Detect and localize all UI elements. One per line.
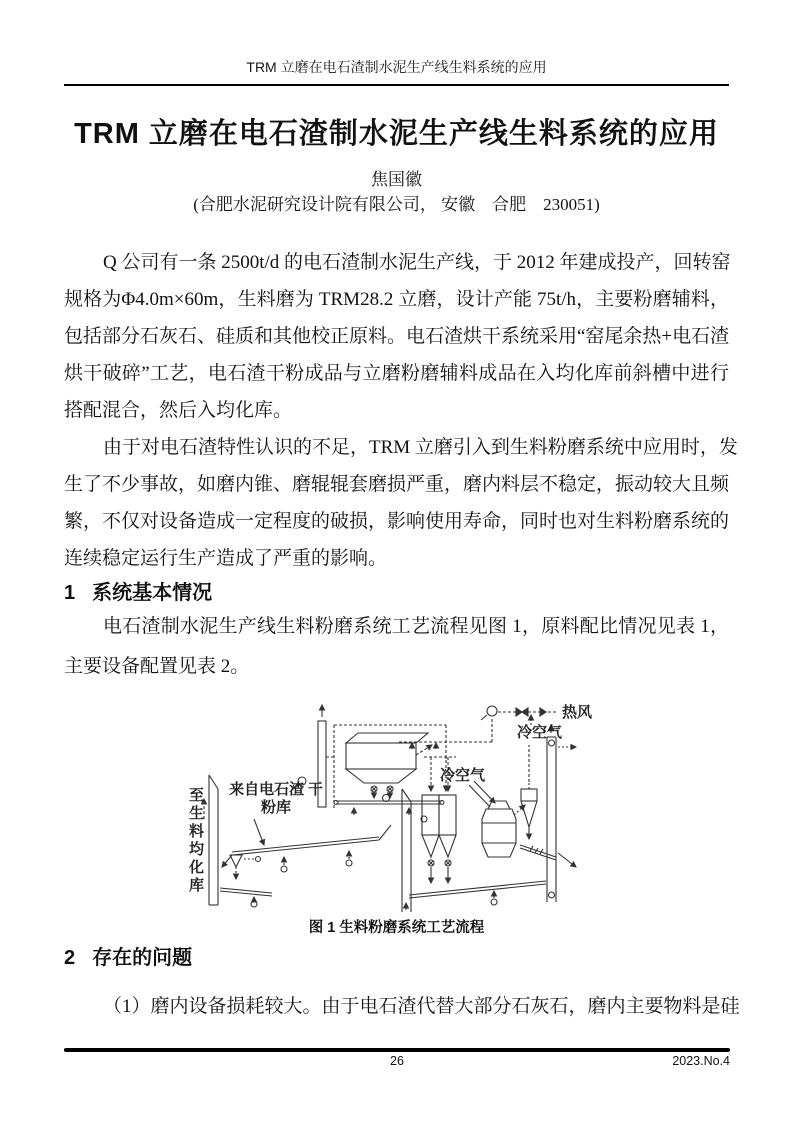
paragraph-4 xyxy=(64,988,740,1025)
section-heading-1 xyxy=(64,579,729,607)
page-footer xyxy=(64,1048,730,1074)
text-line: 由于对电石渣特性认识的不足，TRM 立磨引入到生料粉磨系统中应用时，发 xyxy=(103,437,738,458)
article-title: TRM 立磨在电石渣制水泥生产线生料系统的应用 xyxy=(74,118,719,150)
footer-divider xyxy=(64,1048,730,1052)
paragraph-3 xyxy=(64,607,729,687)
figure-label-cold-air-lower: 冷空气 xyxy=(440,768,486,784)
text-line: 连续稳定运行生产造成了严重的影响。 xyxy=(64,548,388,569)
text-line: （1）磨内设备损耗较大。由于电石渣代替大部分石灰石，磨内主要物料是硅 xyxy=(103,996,740,1017)
text-line: 电石渣制水泥生产线生料粉磨系统工艺流程见图 1，原料配比情况见表 1， xyxy=(103,616,729,637)
author-name: 焦国徽 xyxy=(371,170,422,189)
section-title: 存在的问题 xyxy=(92,947,193,969)
figure-label-cold-air-upper: 冷空气 xyxy=(517,725,563,741)
text-line: 烘干破碎”工艺，电石渣干粉成品与立磨粉磨辅料成品在入均化库前斜槽中进行 xyxy=(64,363,729,384)
section-title: 系统基本情况 xyxy=(92,582,213,604)
text-line: 繁，不仅对设备造成一定程度的破损，影响使用寿命，同时也对生料粉磨系统的 xyxy=(64,511,730,532)
issue-number: 2023.No.4 xyxy=(672,1053,730,1068)
text-line: 搭配混合，然后入均化库。 xyxy=(64,400,293,421)
paragraph-2 xyxy=(64,429,738,577)
section-number: 1 xyxy=(64,582,76,604)
author-affiliation: (合肥水泥研究设计院有限公司， 安徽 合肥 230051) xyxy=(193,195,600,214)
text-line: 生了不少事故，如磨内锥、磨辊辊套磨损严重，磨内料层不稳定，振动较大且频 xyxy=(64,474,730,495)
figure-label-hot-wind: 热风 xyxy=(562,705,593,721)
process-flow-figure xyxy=(184,697,614,912)
figure-label-from-carbide-silo: 来自电石渣 干粉库 xyxy=(229,782,323,816)
paragraph-1 xyxy=(64,244,729,429)
figure-label-to-homogenizing-silo: 至生料均化库 xyxy=(187,787,203,895)
header-divider xyxy=(64,84,729,86)
section-number: 2 xyxy=(64,947,76,969)
running-header: TRM 立磨在电石渣制水泥生产线生料系统的应用 xyxy=(246,59,547,75)
section-heading-2 xyxy=(64,944,729,972)
text-line: 包括部分石灰石、硅质和其他校正原料。电石渣烘干系统采用“窑尾余热+电石渣 xyxy=(64,326,730,347)
figure-caption: 图 1 生料粉磨系统工艺流程 xyxy=(308,920,485,936)
text-line: Q 公司有一条 2500t/d 的电石渣制水泥生产线，于 2012 年建成投产，回转窑 xyxy=(103,252,731,273)
page-number: 26 xyxy=(390,1053,404,1068)
text-line: 主要设备配置见表 2。 xyxy=(64,656,250,677)
text-line: 规格为Φ4.0m×60m，生料磨为 TRM28.2 立磨，设计产能 75t/h，主要粉磨辅料， xyxy=(64,289,729,310)
